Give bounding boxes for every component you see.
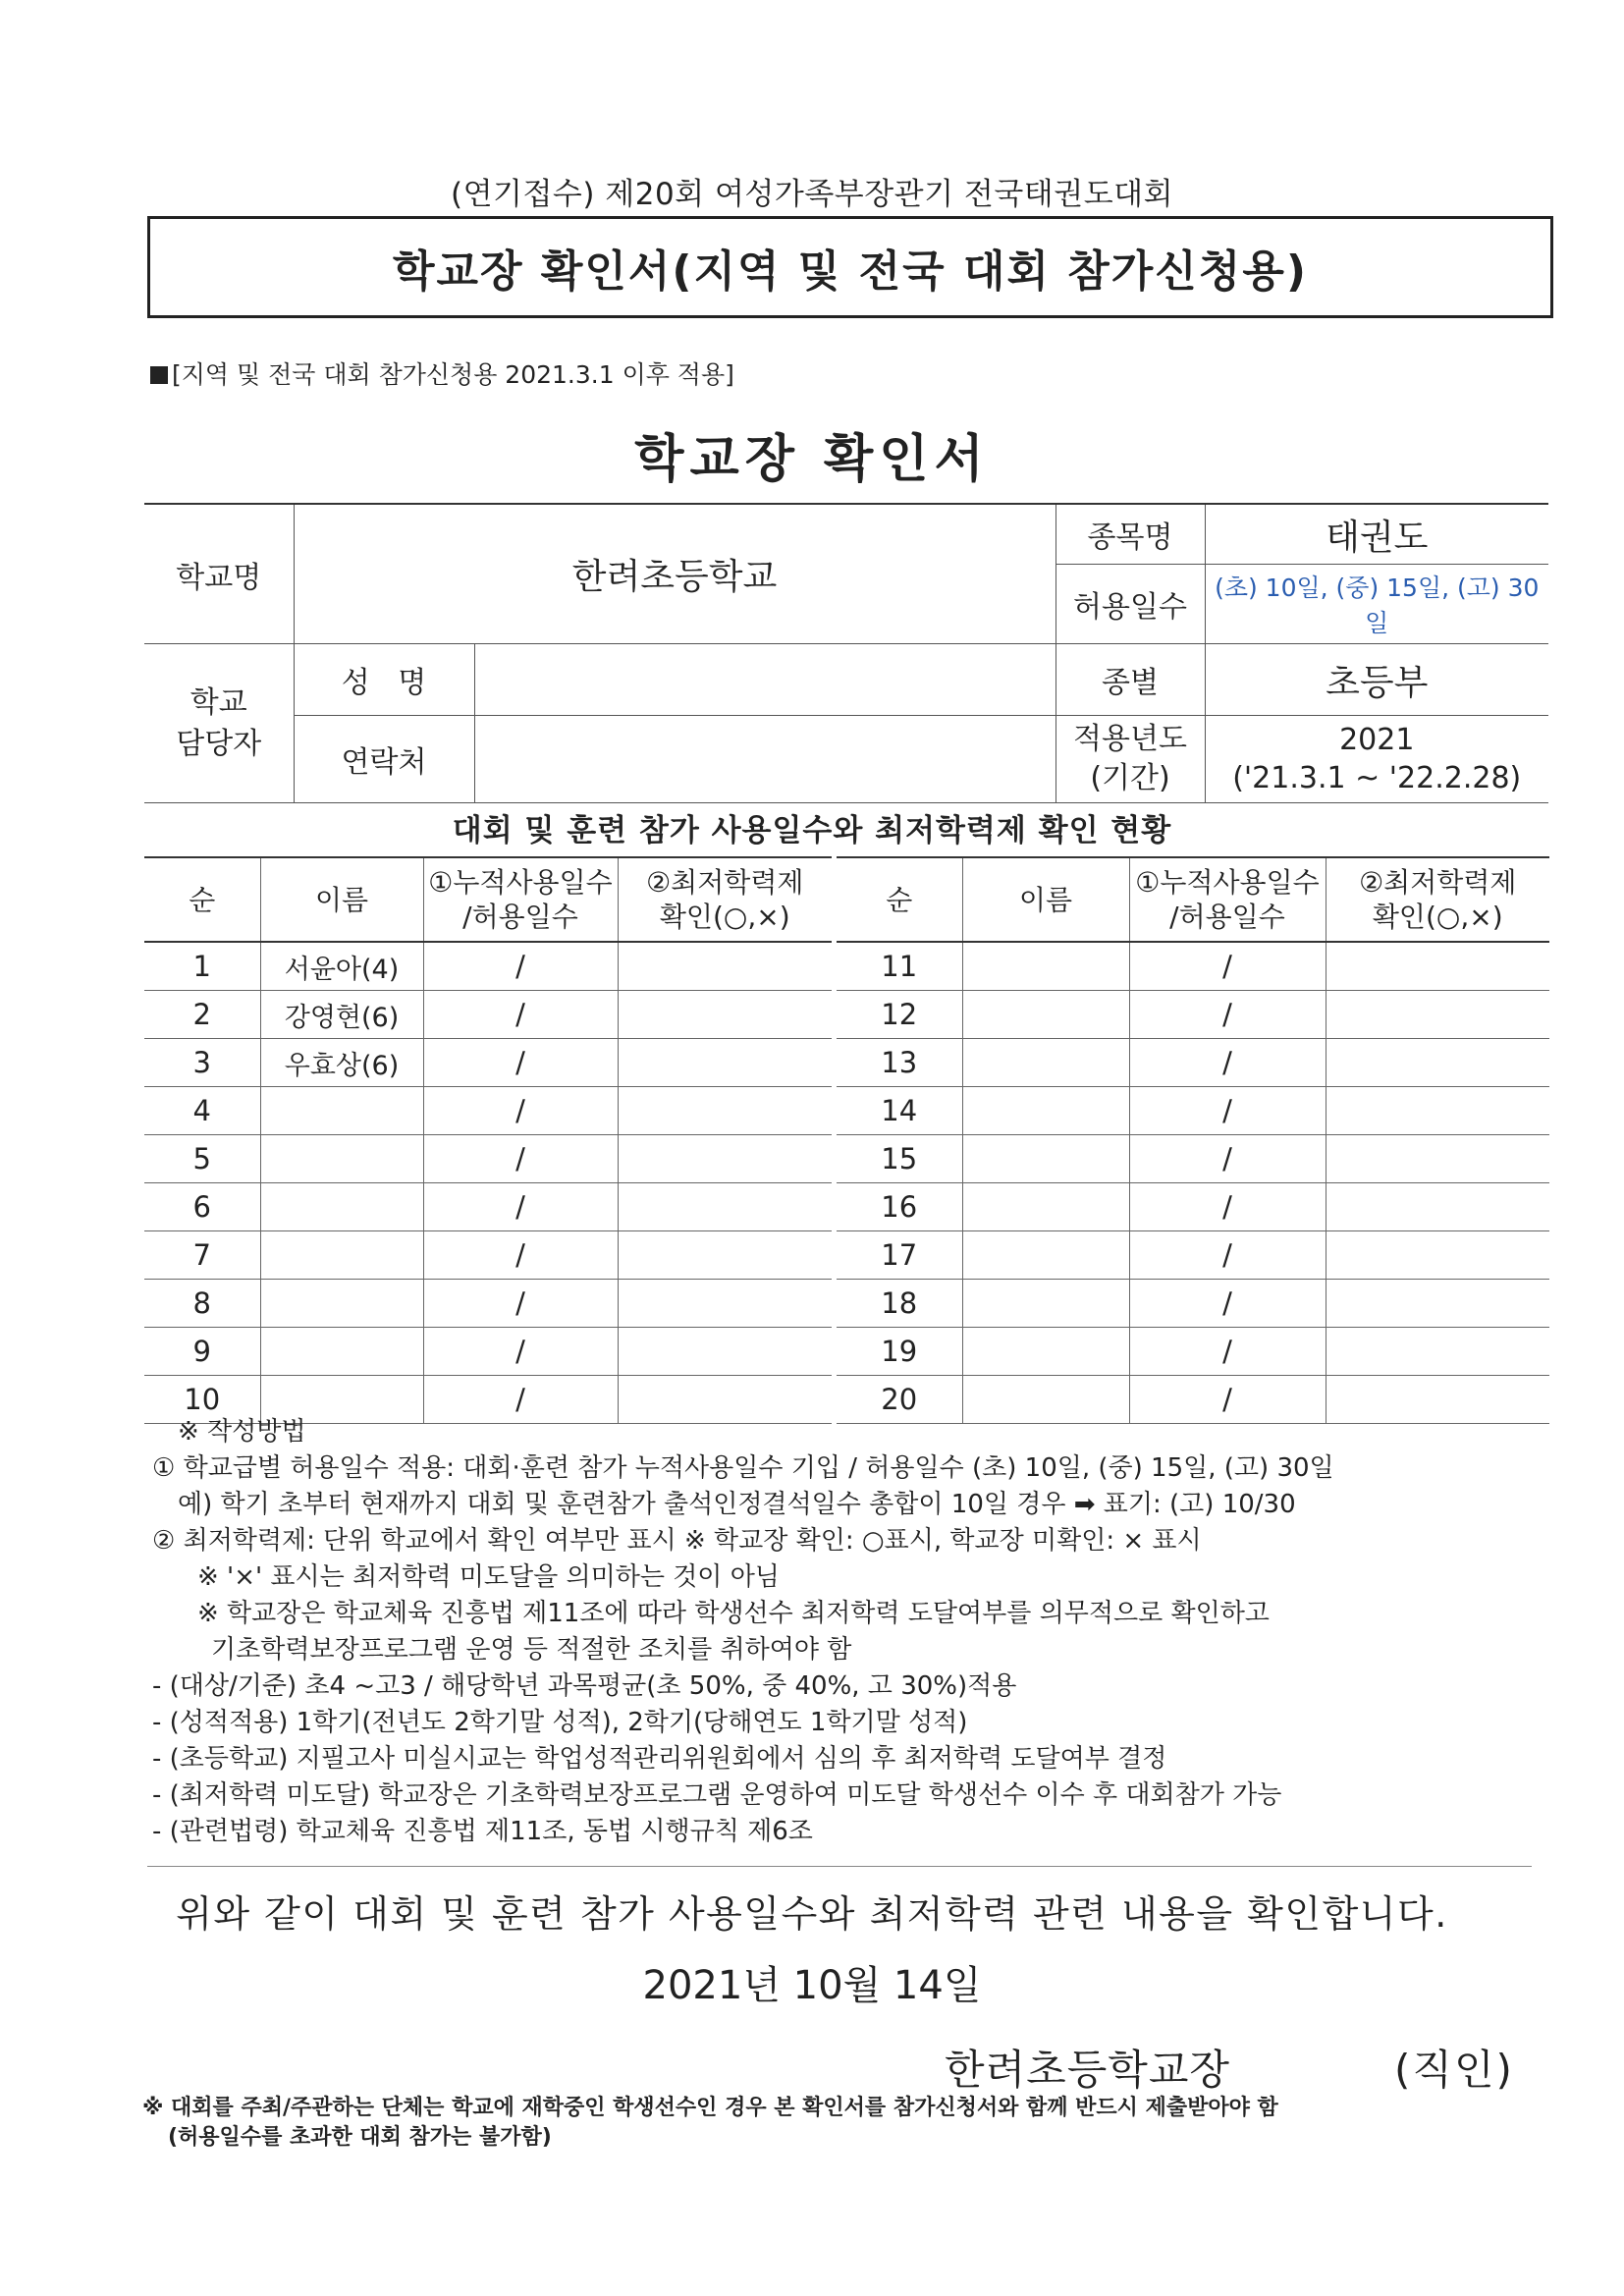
instruction-line: - (성적적용) 1학기(전년도 2학기말 성적), 2학기(당해연도 1학기말 성적) <box>152 1708 968 1737</box>
row-check[interactable] <box>618 1183 832 1231</box>
row-days[interactable]: / <box>1129 1087 1326 1135</box>
header-check: ②최저학력제 확인(○,×) <box>618 857 832 942</box>
row-number: 5 <box>144 1135 260 1183</box>
row-days[interactable]: / <box>423 942 618 991</box>
row-number: 20 <box>837 1376 962 1424</box>
instruction-line: - (최저학력 미도달) 학교장은 기초학력보장프로그램 운영하여 미도달 학생선수 이수 후 대회참가 가능 <box>152 1780 1282 1810</box>
period-value <box>1205 716 1548 803</box>
official-seal: (직인) <box>1394 2046 1514 2094</box>
row-check[interactable] <box>1326 942 1549 991</box>
school-info-table <box>144 503 1548 803</box>
manager-label: 학교 담당자 <box>144 644 294 803</box>
table-row <box>144 991 832 1039</box>
row-name[interactable] <box>962 1135 1129 1183</box>
allowed-days-label: 허용일수 <box>1056 565 1205 644</box>
applicability-note-text: [지역 및 전국 대회 참가신청용 2021.3.1 이후 적용] <box>172 360 734 389</box>
header-no: 순 <box>144 857 260 942</box>
school-name-text: 한려초등학교 <box>571 557 778 597</box>
row-number: 4 <box>144 1087 260 1135</box>
row-check[interactable] <box>618 1328 832 1376</box>
row-name[interactable] <box>260 1280 423 1328</box>
row-days[interactable]: / <box>423 1231 618 1280</box>
header-check: ②최저학력제 확인(○,×) <box>1326 857 1549 942</box>
row-check[interactable] <box>1326 1280 1549 1328</box>
table-row <box>837 1087 1549 1135</box>
table-row <box>837 1135 1549 1183</box>
square-bullet-icon <box>150 366 168 384</box>
instruction-line: - (관련법령) 학교체육 진흥법 제11조, 동법 시행규칙 제6조 <box>152 1817 813 1846</box>
instruction-line: - (초등학교) 지필고사 미실시교는 학업성적관리위원회에서 심의 후 최저학력 도달여부 결정 <box>152 1744 1167 1774</box>
table-row <box>837 1183 1549 1231</box>
table-row <box>144 1183 832 1231</box>
division-label: 종별 <box>1056 644 1205 716</box>
row-check[interactable] <box>1326 1087 1549 1135</box>
row-days[interactable]: / <box>423 1135 618 1183</box>
event-pretitle: (연기접수) 제20회 여성가족부장관기 전국태권도대회 <box>450 177 1174 212</box>
instruction-line: ※ 학교장은 학교체육 진흥법 제11조에 따라 학생선수 최저학력 도달여부를 의무적으로 확인하고 <box>197 1599 1270 1628</box>
row-check[interactable] <box>1326 1135 1549 1183</box>
row-days[interactable]: / <box>1129 1231 1326 1280</box>
header-days: ①누적사용일수 /허용일수 <box>423 857 618 942</box>
row-check[interactable] <box>618 1087 832 1135</box>
school-name-value <box>294 504 1056 644</box>
row-days[interactable]: / <box>423 1376 618 1424</box>
row-number: 14 <box>837 1087 962 1135</box>
row-days[interactable]: / <box>1129 1376 1326 1424</box>
table-row <box>144 1135 832 1183</box>
row-name[interactable]: 우효상(6) <box>260 1039 423 1087</box>
header-days: ①누적사용일수 /허용일수 <box>1129 857 1326 942</box>
confirmation-statement: 위와 같이 대회 및 훈련 참가 사용일수와 최저학력 관련 내용을 확인합니다. <box>176 1892 1448 1936</box>
row-number: 19 <box>837 1328 962 1376</box>
table-row <box>837 942 1549 991</box>
row-days[interactable]: / <box>1129 942 1326 991</box>
principal-signature: 한려초등학교장 <box>945 2046 1231 2094</box>
row-number: 2 <box>144 991 260 1039</box>
row-number: 16 <box>837 1183 962 1231</box>
row-name[interactable] <box>962 1183 1129 1231</box>
row-number: 8 <box>144 1280 260 1328</box>
row-check[interactable] <box>618 991 832 1039</box>
allowed-days-value <box>1205 565 1548 644</box>
table-row <box>144 1087 832 1135</box>
row-name[interactable]: 서윤아(4) <box>260 942 423 991</box>
row-check[interactable] <box>1326 1231 1549 1280</box>
allowed-days-text: (초) 10일, (중) 15일, (고) 30일 <box>1215 574 1540 637</box>
sport-value <box>1205 504 1548 565</box>
table-row <box>144 942 832 991</box>
period-range: ('21.3.1 ~ '22.2.28) <box>1232 761 1522 795</box>
table-row <box>837 1231 1549 1280</box>
status-table-right <box>837 856 1549 1424</box>
division-value <box>1205 644 1548 716</box>
school-name-label: 학교명 <box>144 504 294 644</box>
sport-label: 종목명 <box>1056 504 1205 565</box>
row-check[interactable] <box>618 942 832 991</box>
row-check[interactable] <box>618 1039 832 1087</box>
row-name[interactable] <box>260 1328 423 1376</box>
row-days[interactable]: / <box>1129 1039 1326 1087</box>
contact-label: 연락처 <box>294 716 474 803</box>
row-number: 9 <box>144 1328 260 1376</box>
header-name: 이름 <box>962 857 1129 942</box>
table-row <box>144 1231 832 1280</box>
row-number: 18 <box>837 1280 962 1328</box>
row-name[interactable] <box>260 1231 423 1280</box>
status-table-title: 대회 및 훈련 참가 사용일수와 최저학력제 확인 현황 <box>452 813 1172 848</box>
row-days[interactable]: / <box>1129 991 1326 1039</box>
period-year: 2021 <box>1339 723 1415 757</box>
sport-value-text: 태권도 <box>1326 517 1429 558</box>
table-row <box>144 1328 832 1376</box>
table-row <box>144 1280 832 1328</box>
division-value-text: 초등부 <box>1326 662 1429 703</box>
row-check[interactable] <box>618 1280 832 1328</box>
row-check[interactable] <box>1326 1183 1549 1231</box>
table-row <box>837 1039 1549 1087</box>
header-name: 이름 <box>260 857 423 942</box>
row-name[interactable] <box>962 991 1129 1039</box>
row-number: 17 <box>837 1231 962 1280</box>
row-number: 11 <box>837 942 962 991</box>
instruction-line: - (대상/기준) 초4 ~고3 / 해당학년 과목평균(초 50%, 중 40%, 고 30%)적용 <box>152 1671 1017 1701</box>
instruction-line: 기초학력보장프로그램 운영 등 적절한 조치를 취하여야 함 <box>211 1635 852 1665</box>
table-row <box>837 1328 1549 1376</box>
footer-line: (허용일수를 초과한 대회 참가는 불가함) <box>168 2125 552 2150</box>
manager-name-label: 성 명 <box>294 644 474 716</box>
row-days[interactable]: / <box>423 991 618 1039</box>
row-number: 13 <box>837 1039 962 1087</box>
row-number: 15 <box>837 1135 962 1183</box>
row-number: 10 <box>144 1376 260 1424</box>
row-name[interactable] <box>962 1328 1129 1376</box>
header-no: 순 <box>837 857 962 942</box>
footer-note <box>142 2094 1278 2153</box>
row-days[interactable]: / <box>423 1183 618 1231</box>
manager-name-field[interactable] <box>474 644 1056 716</box>
table-row <box>837 1280 1549 1328</box>
status-table-left <box>144 856 832 1424</box>
boxed-title-text: 학교장 확인서(지역 및 전국 대회 참가신청용) <box>393 246 1308 297</box>
boxed-title <box>147 216 1553 318</box>
instruction-line: ※ '×' 표시는 최저학력 미도달을 의미하는 것이 아님 <box>197 1562 780 1592</box>
row-name[interactable]: 강영현(6) <box>260 991 423 1039</box>
row-check[interactable] <box>1326 991 1549 1039</box>
row-days[interactable]: / <box>423 1087 618 1135</box>
row-name[interactable] <box>962 1087 1129 1135</box>
row-days[interactable]: / <box>423 1039 618 1087</box>
row-name[interactable] <box>962 942 1129 991</box>
row-number: 1 <box>144 942 260 991</box>
row-number: 3 <box>144 1039 260 1087</box>
row-name[interactable] <box>962 1231 1129 1280</box>
row-days[interactable]: / <box>1129 1328 1326 1376</box>
instruction-line: ② 최저학력제: 단위 학교에서 확인 여부만 표시 ※ 학교장 확인: ○표시, 학교장 미확인: × 표시 <box>152 1526 1202 1556</box>
row-number: 6 <box>144 1183 260 1231</box>
row-number: 7 <box>144 1231 260 1280</box>
instruction-line: 예) 학기 초부터 현재까지 대회 및 훈련참가 출석인정결석일수 총합이 10일 경우 ➡ 표기: (고) 10/30 <box>178 1490 1296 1519</box>
divider <box>147 1866 1532 1867</box>
table-row <box>144 1039 832 1087</box>
page-title: 학교장 확인서 <box>634 430 990 489</box>
instructions <box>152 1414 1566 1850</box>
row-check[interactable] <box>618 1135 832 1183</box>
row-days[interactable]: / <box>423 1328 618 1376</box>
row-check[interactable] <box>618 1231 832 1280</box>
row-check[interactable] <box>1326 1328 1549 1376</box>
row-days[interactable]: / <box>1129 1135 1326 1183</box>
table-row <box>837 991 1549 1039</box>
row-number: 12 <box>837 991 962 1039</box>
row-days[interactable]: / <box>1129 1183 1326 1231</box>
row-name[interactable] <box>260 1183 423 1231</box>
instructions-heading: ※ 작성방법 <box>178 1417 306 1447</box>
row-name[interactable] <box>260 1135 423 1183</box>
applicability-note <box>150 355 734 391</box>
footer-line: ※ 대회를 주최/주관하는 단체는 학교에 재학중인 학생선수인 경우 본 확인서를 참가신청서와 함께 반드시 제출받아야 함 <box>142 2096 1278 2120</box>
row-name[interactable] <box>962 1280 1129 1328</box>
row-name[interactable] <box>260 1087 423 1135</box>
period-label: 적용년도 (기간) <box>1056 716 1205 803</box>
row-name[interactable] <box>962 1039 1129 1087</box>
instruction-line: ① 학교급별 허용일수 적용: 대회·훈련 참가 누적사용일수 기입 / 허용일수 (초) 10일, (중) 15일, (고) 30일 <box>152 1453 1334 1483</box>
row-days[interactable]: / <box>423 1280 618 1328</box>
issue-date: 2021년 10월 14일 <box>642 1963 982 2008</box>
row-days[interactable]: / <box>1129 1280 1326 1328</box>
row-check[interactable] <box>1326 1039 1549 1087</box>
contact-field[interactable] <box>474 716 1056 803</box>
